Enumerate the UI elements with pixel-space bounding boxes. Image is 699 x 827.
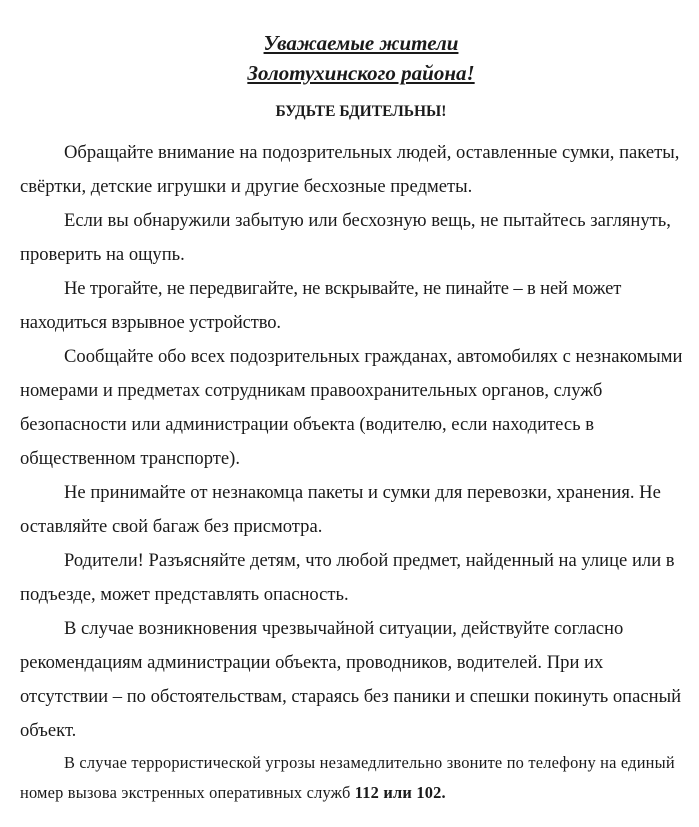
paragraph-5: Не принимайте от незнакомца пакеты и сумки для перевозки, хранения. Не оставляйте свой багаж без присмотра. bbox=[20, 482, 661, 537]
paragraph-4: Сообщайте обо всех подозрительных гражданах, автомобилях с незнакомыми номерами и предметах сотрудникам правоохранительных органов, служб безопасности или администрации объекта (водителю, если находитесь в общественном транспорте). bbox=[20, 346, 683, 469]
paragraph-3: Не трогайте, не передвигайте, не вскрывайте, не пинайте – в ней может находиться взрывное устройство. bbox=[20, 278, 622, 333]
title-line-2: Золотухинского района! bbox=[247, 61, 475, 85]
emergency-numbers: 112 или 102. bbox=[354, 783, 446, 802]
final-text: В случае террористической угрозы незамедлительно звоните по телефону на единый номер вызова экстренных оперативных служб bbox=[20, 753, 675, 802]
final-paragraph bbox=[20, 748, 690, 808]
paragraph-1: Обращайте внимание на подозрительных людей, оставленные сумки, пакеты, свёртки, детские игрушки и другие бесхозные предметы. bbox=[20, 142, 680, 197]
paragraph-7: В случае возникновения чрезвычайной ситуации, действуйте согласно рекомендациям администрации объекта, проводников, водителей. При их отсутствии – по обстоятельствам, стараясь без паники и спешки покинуть опасный объект. bbox=[20, 618, 682, 741]
document bbox=[20, 28, 690, 808]
subtitle: БУДЬТЕ БДИТЕЛЬНЫ! bbox=[275, 103, 447, 120]
paragraph-6: Родители! Разъясняйте детям, что любой предмет, найденный на улице или в подъезде, может представлять опасность. bbox=[20, 550, 675, 605]
paragraph-2: Если вы обнаружили забытую или бесхозную вещь, не пытайтесь заглянуть, проверить на ощупь. bbox=[20, 210, 671, 265]
title-line-1: Уважаемые жители bbox=[263, 31, 459, 55]
